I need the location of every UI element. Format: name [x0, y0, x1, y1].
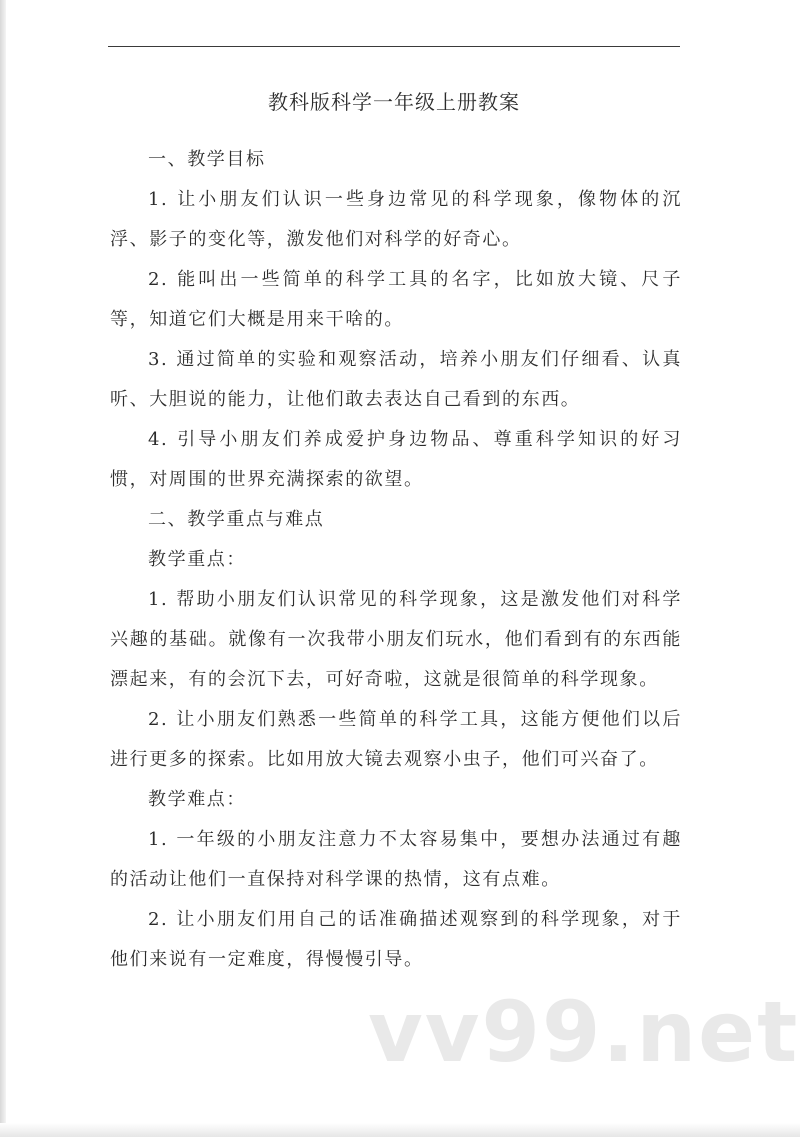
objective-item-1: 1. 让小朋友们认识一些身边常见的科学现象，像物体的沉浮、影子的变化等，激发他们对科学的好奇心。 — [110, 189, 682, 250]
watermark: vv99.net — [368, 983, 800, 1081]
header-rule — [108, 46, 680, 47]
objective-item-3: 3. 通过简单的实验和观察活动，培养小朋友们仔细看、认真听、大胆说的能力，让他们敢去表达自己看到的东西。 — [110, 349, 682, 410]
difficulties-label: 教学难点： — [148, 789, 246, 810]
page-bottom-edge-shadow — [0, 1123, 800, 1137]
section-heading-objectives: 一、教学目标 — [148, 149, 266, 170]
document-title: 教科版科学一年级上册教案 — [268, 90, 520, 114]
key-points-label: 教学重点： — [148, 549, 246, 570]
key-point-item-1: 1. 帮助小朋友们认识常见的科学现象，这是激发他们对科学兴趣的基础。就像有一次我带小朋友们玩水，他们看到有的东西能漂起来，有的会沉下去，可好奇啦，这就是很简单的科学现象。 — [110, 589, 682, 690]
difficulty-item-2: 2. 让小朋友们用自己的话准确描述观察到的科学现象，对于他们来说有一定难度，得慢慢引导。 — [110, 909, 682, 970]
section-heading-key-and-difficult-points: 二、教学重点与难点 — [148, 509, 325, 530]
document-body — [110, 140, 682, 980]
difficulty-item-1: 1. 一年级的小朋友注意力不太容易集中，要想办法通过有趣的活动让他们一直保持对科学课的热情，这有点难。 — [110, 829, 682, 890]
page-left-edge-shadow — [0, 0, 6, 1137]
key-point-item-2: 2. 让小朋友们熟悉一些简单的科学工具，这能方便他们以后进行更多的探索。比如用放大镜去观察小虫子，他们可兴奋了。 — [110, 709, 682, 770]
objective-item-2: 2. 能叫出一些简单的科学工具的名字，比如放大镜、尺子等，知道它们大概是用来干啥的。 — [110, 269, 682, 330]
objective-item-4: 4. 引导小朋友们养成爱护身边物品、尊重科学知识的好习惯，对周围的世界充满探索的欲望。 — [110, 429, 682, 490]
